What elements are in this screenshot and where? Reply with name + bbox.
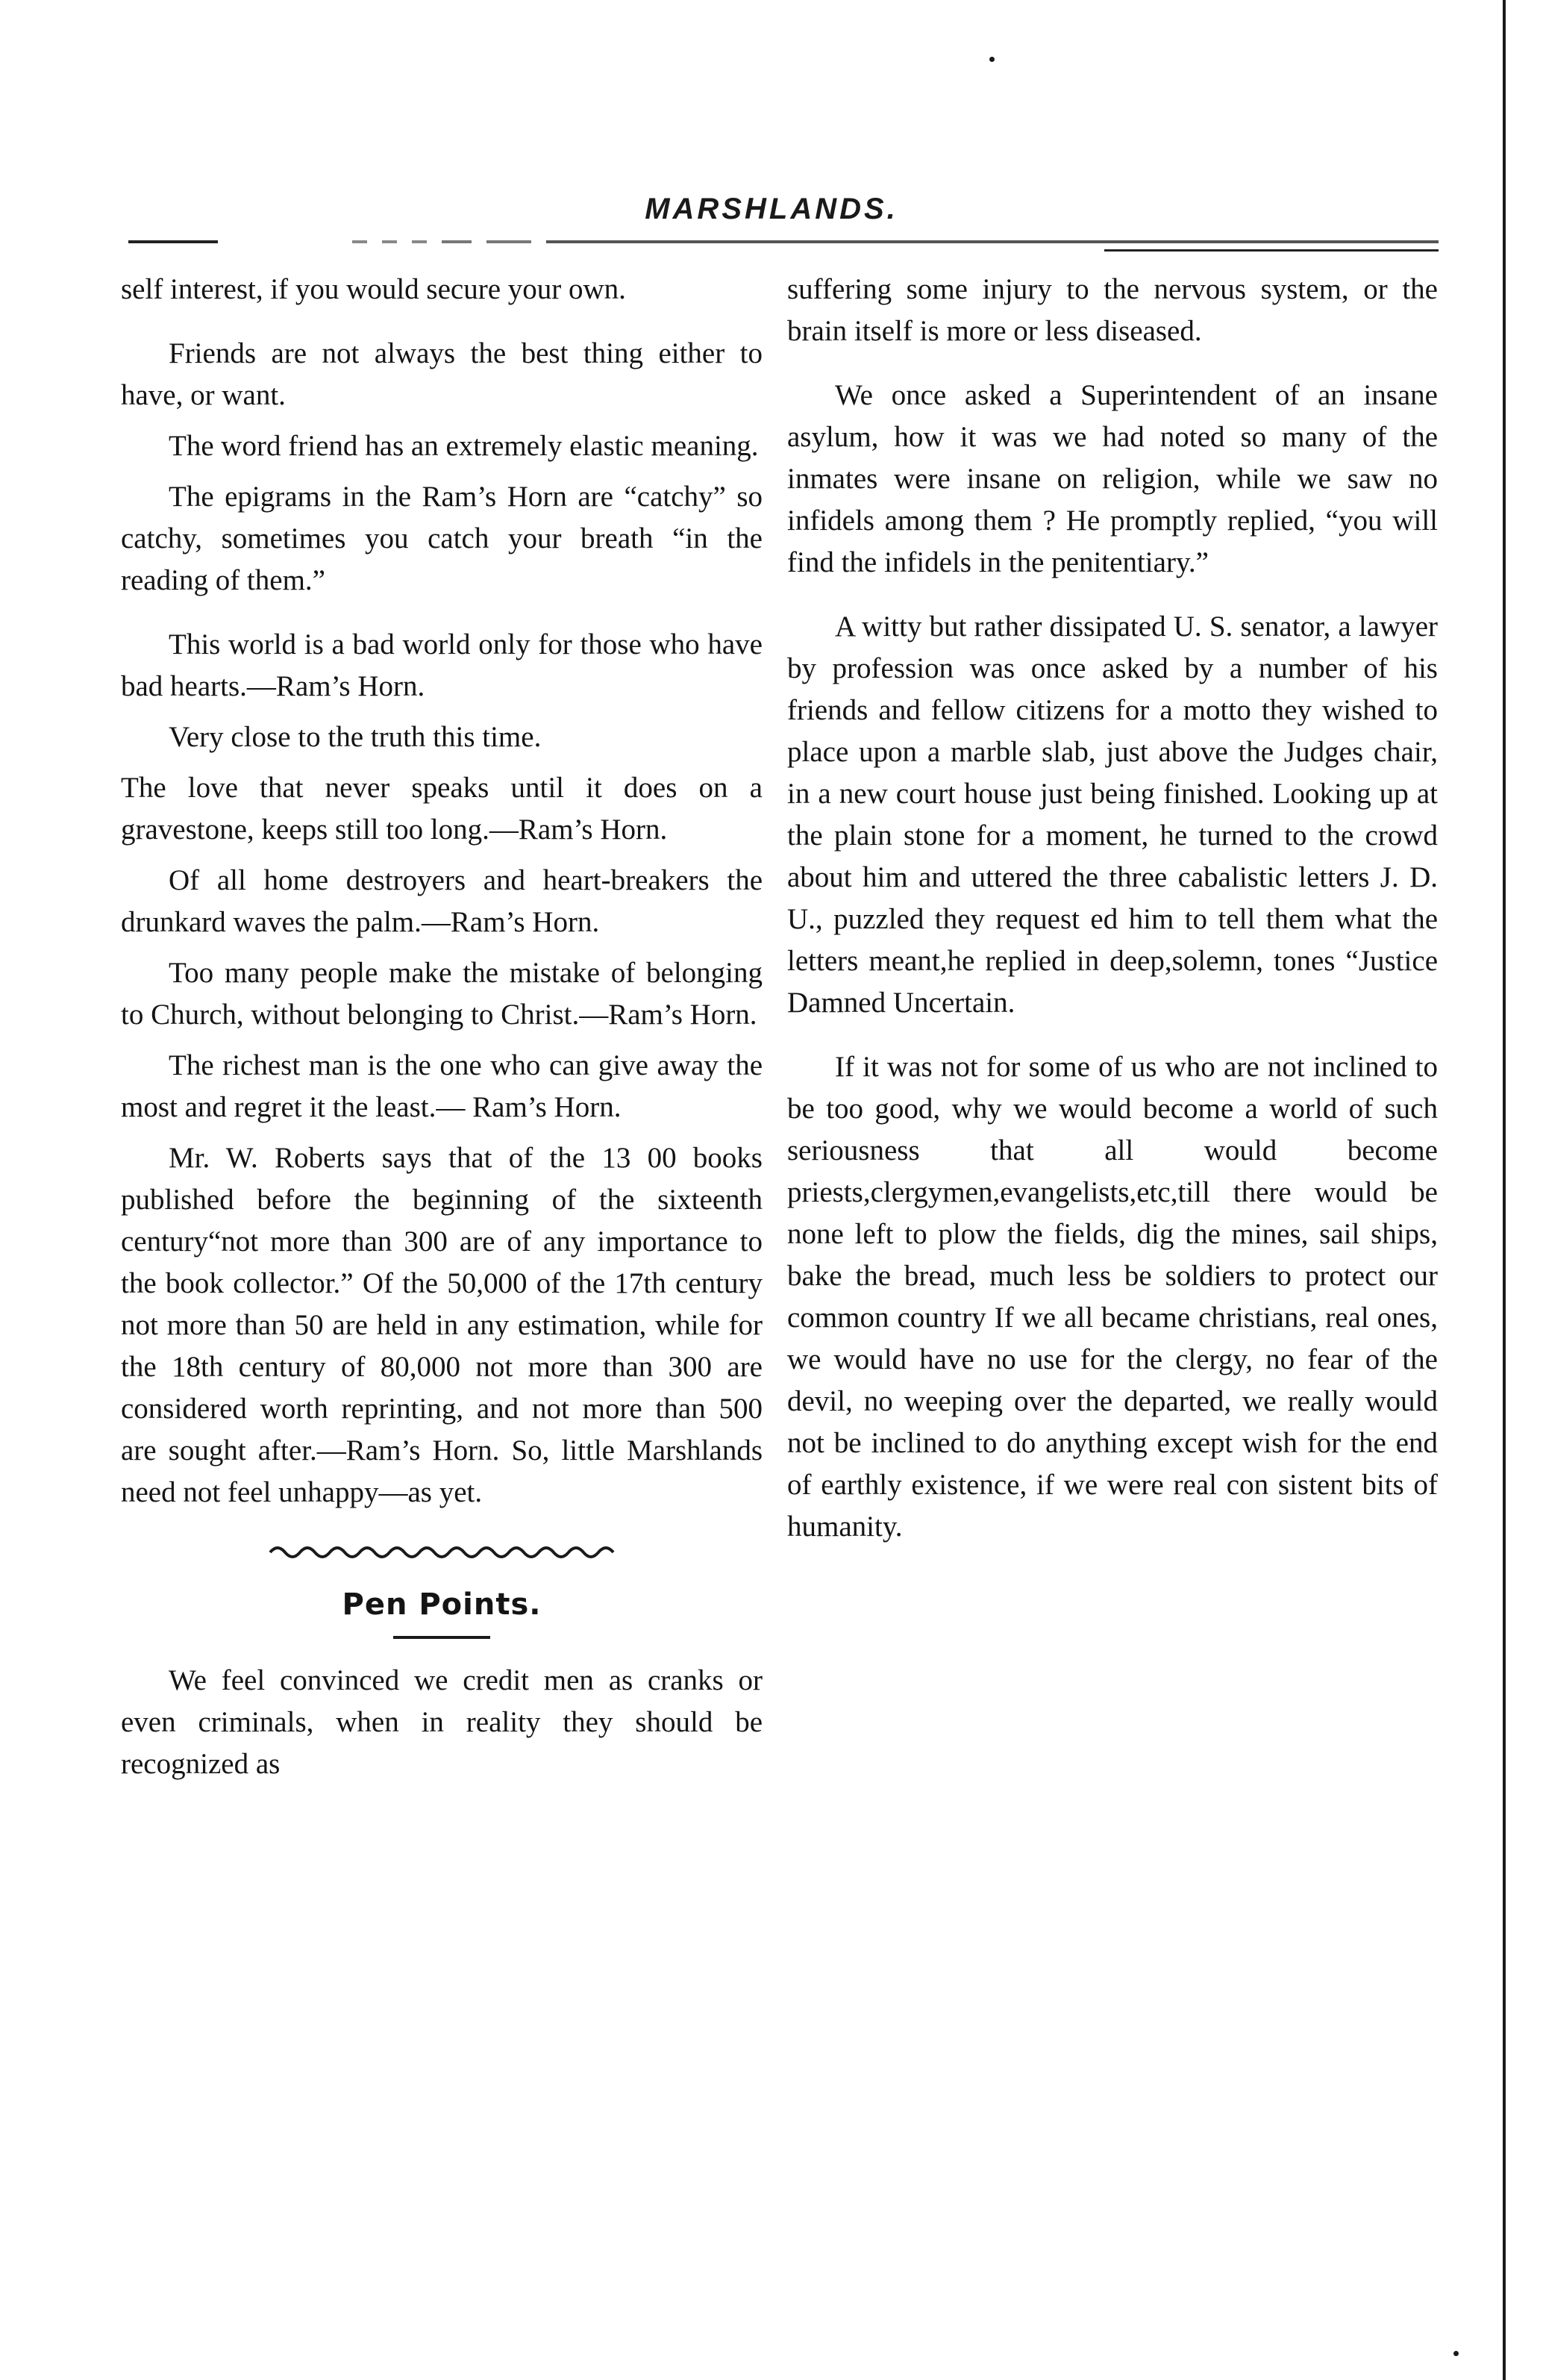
paragraph: Mr. W. Roberts says that of the 13 00 books published before the beginning of the sixteenth century“not more than 300 are of any importance to the book collector.” Of the 50,000 of the 17th century not more than 50 are held in any estimation, while for the 18th century of 80,000 not more than 300 are considered worth reprinting, and not more than 500 are sought after.—Ram’s Horn. So, little Marshlands need not feel unhappy—as yet. <box>121 1142 763 1508</box>
section-heading: Pen Points. <box>342 1587 542 1622</box>
paragraph: This world is a bad world only for those who have bad hearts.—Ram’s Horn. <box>121 628 763 702</box>
paragraph: We feel convinced we credit men as cranks or even criminals, when in reality they should be recognized as <box>121 1664 763 1780</box>
page-edge-line <box>1503 0 1506 2380</box>
paragraph: Very close to the truth this time. <box>169 721 542 753</box>
paragraph: If it was not for some of us who are not inclined to be too good, why we would become a world of such seriousness that all would become priests,clergymen,evangelists,etc,till there would be none left to plow the fields, dig the mines, sail ships, bake the bread, much less be soldiers to protect our common country If we all became christians, real ones, we would have no use for the clergy, no fear of the devil, no weeping over the departed, we really would not be inclined to do anything except wish for the end of earthly existence, if we were real con sistent bits of humanity. <box>787 1051 1438 1543</box>
paragraph: Of all home destroyers and heart-breakers the drunkard waves the palm.—Ram’s Horn. <box>121 864 763 938</box>
wavy-divider <box>266 1539 617 1561</box>
running-head: MARSHLANDS. <box>645 193 898 225</box>
paragraph: self interest, if you would secure your own. <box>121 273 626 305</box>
header-rule <box>128 240 1439 243</box>
paragraph: suffering some injury to the nervous system, or the brain itself is more or less diseased. <box>787 273 1438 347</box>
right-column <box>787 269 1438 1557</box>
paragraph: We once asked a Superintendent of an insane asylum, how it was we had noted so many of the inmates were insane on religion, while we saw no infidels among them ? He promptly replied, “you will find the infidels in the penitentiary.” <box>787 379 1438 578</box>
print-speck <box>989 57 995 62</box>
paragraph: The word friend has an extremely elastic meaning. <box>169 430 759 462</box>
section-rule <box>393 1636 490 1639</box>
paragraph: The love that never speaks until it does on a gravestone, keeps still too long.—Ram’s Horn. <box>121 772 763 846</box>
paragraph: Too many people make the mistake of belonging to Church, without belonging to Christ.—Ram’s Horn. <box>121 957 763 1031</box>
left-column <box>121 269 763 1794</box>
header-rule-double <box>1104 249 1439 252</box>
paragraph: The richest man is the one who can give away the most and regret it the least.— Ram’s Horn. <box>121 1049 763 1123</box>
paragraph: The epigrams in the Ram’s Horn are “catchy” so catchy, sometimes you catch your breath “in the reading of them.” <box>121 481 763 596</box>
paragraph: A witty but rather dissipated U. S. senator, a lawyer by profession was once asked by a number of his friends and fellow citizens for a motto they wished to place upon a marble slab, just above the Judges chair, in a new court house just being finished. Looking up at the plain stone for a moment, he turned to the crowd about him and uttered the three cabalistic letters J. D. U., puzzled they request ed him to tell them what the letters meant,he replied in deep,solemn, tones “Justice Damned Uncertain. <box>787 610 1438 1019</box>
print-speck <box>1453 2351 1459 2356</box>
paragraph: Friends are not always the best thing either to have, or want. <box>121 337 763 411</box>
